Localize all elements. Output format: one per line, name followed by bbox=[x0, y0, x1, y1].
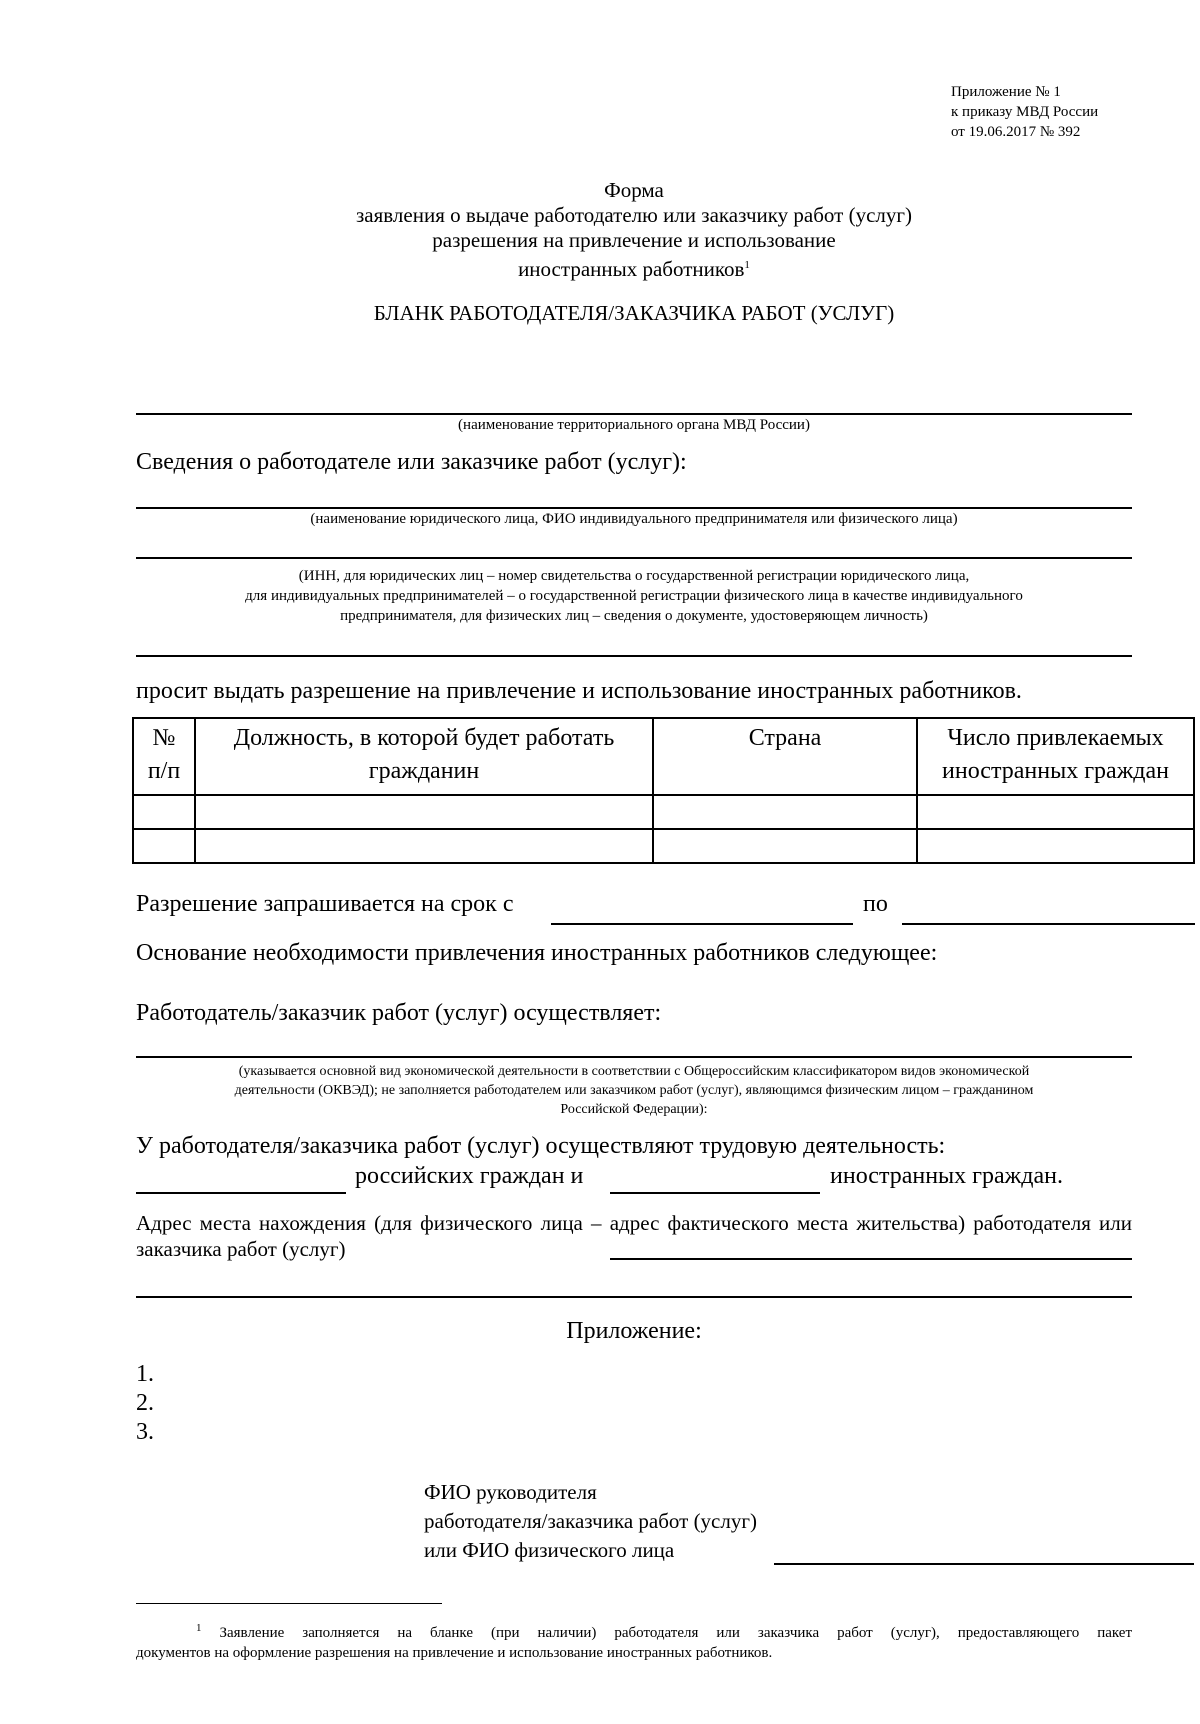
form-title-line: разрешения на привлечение и использование bbox=[432, 228, 836, 252]
footnote-line-first bbox=[136, 1618, 1132, 1643]
period-from-field[interactable] bbox=[551, 923, 853, 925]
okved-caption-line: (указывается основной вид экономической деятельности в соответствии с Общероссийским классификатором видов экономической bbox=[238, 1064, 1030, 1079]
okved-caption bbox=[136, 1062, 1132, 1119]
table-header-row bbox=[133, 718, 1194, 795]
table-header-number bbox=[133, 718, 195, 795]
employer-name-caption: (наименование юридического лица, ФИО индивидуального предпринимателя или физического лица) bbox=[310, 511, 958, 527]
form-title-line: Форма bbox=[604, 178, 664, 202]
form-title-line: заявления о выдаче работодателю или заказчику работ (услуг) bbox=[356, 203, 912, 227]
inn-caption-line: предпринимателя, для физических лиц – сведения о документе, удостоверяющем личность) bbox=[340, 608, 928, 624]
signature-line: работодателя/заказчика работ (услуг) bbox=[424, 1509, 757, 1533]
address-text bbox=[136, 1210, 1132, 1262]
appendix-list bbox=[136, 1360, 154, 1447]
table-cell[interactable] bbox=[917, 829, 1194, 863]
period-from-label: Разрешение запрашивается на срок с bbox=[136, 891, 514, 917]
list-item: 3. bbox=[136, 1419, 154, 1445]
okved-caption-line: деятельности (ОКВЭД); не заполняется работодателем или заказчиком работ (услуг), являющимся физическим лицом – гражданином bbox=[234, 1083, 1034, 1098]
footnote-line: Заявление заполняется на бланке (при наличии) работодателя или заказчика работ (услуг), предоставляющего пакет bbox=[219, 1625, 1133, 1641]
table-cell[interactable] bbox=[653, 795, 917, 829]
address-text-line: заказчика работ (услуг) bbox=[136, 1237, 346, 1261]
footnote-mark: 1 bbox=[196, 1622, 202, 1634]
mvd-field-line[interactable] bbox=[136, 413, 1132, 415]
okved-field-line[interactable] bbox=[136, 1056, 1132, 1058]
employer-heading: Сведения о работодателе или заказчике работ (услуг): bbox=[136, 449, 687, 475]
table-cell[interactable] bbox=[653, 829, 917, 863]
address-text-line: Адрес места нахождения (для физического лица – адрес фактического места жительства) работодателя или bbox=[136, 1211, 1132, 1235]
signature-line: ФИО руководителя bbox=[424, 1480, 597, 1504]
okved-caption-line: Российской Федерации): bbox=[560, 1102, 708, 1117]
letterhead: БЛАНК РАБОТОДАТЕЛЯ/ЗАКАЗЧИКА РАБОТ (УСЛУГ) bbox=[373, 301, 895, 325]
foreign-count-field[interactable] bbox=[610, 1192, 820, 1194]
header-line: Должность, в которой будет работать bbox=[233, 725, 615, 751]
footnote-separator bbox=[136, 1603, 442, 1604]
table-header-position bbox=[195, 718, 653, 795]
header-line: гражданин bbox=[368, 758, 480, 784]
list-item: 1. bbox=[136, 1361, 154, 1387]
table-row bbox=[133, 829, 1194, 863]
activity-text: Работодатель/заказчик работ (услуг) осуществляет: bbox=[136, 1000, 662, 1026]
table-cell[interactable] bbox=[133, 795, 195, 829]
address-extra-line[interactable] bbox=[136, 1296, 1132, 1298]
appendix-note bbox=[951, 82, 1098, 142]
inn-field-line[interactable] bbox=[136, 557, 1132, 559]
appendix-note-line: Приложение № 1 bbox=[951, 84, 1061, 100]
table-header-count bbox=[917, 718, 1194, 795]
table-row bbox=[133, 795, 1194, 829]
header-line: Страна bbox=[748, 725, 822, 751]
request-text: просит выдать разрешение на привлечение и использование иностранных работников. bbox=[136, 678, 1022, 704]
table-cell[interactable] bbox=[133, 829, 195, 863]
header-line: п/п bbox=[147, 758, 181, 784]
inn-caption-line: для индивидуальных предпринимателей – о государственной регистрации физического лица в качестве индивидуального bbox=[245, 588, 1023, 604]
form-title-line-last bbox=[0, 253, 1200, 282]
period-to-label: по bbox=[863, 891, 888, 917]
table-cell[interactable] bbox=[195, 795, 653, 829]
table-cell[interactable] bbox=[917, 795, 1194, 829]
appendix-heading: Приложение: bbox=[566, 1318, 702, 1344]
mvd-caption: (наименование территориального органа МВД России) bbox=[458, 417, 810, 433]
footnote-line: документов на оформление разрешения на привлечение и использование иностранных работников. bbox=[136, 1645, 773, 1661]
list-item: 2. bbox=[136, 1390, 154, 1416]
russian-count-field[interactable] bbox=[136, 1192, 346, 1194]
signature-field-line[interactable] bbox=[774, 1563, 1194, 1565]
period-to-field[interactable] bbox=[902, 923, 1195, 925]
inn-caption-line: (ИНН, для юридических лиц – номер свидетельства о государственной регистрации юридического лица, bbox=[298, 568, 970, 584]
workers-table bbox=[132, 717, 1195, 864]
foreign-citizens-label: иностранных граждан. bbox=[830, 1163, 1063, 1189]
form-title bbox=[0, 178, 1200, 282]
address-field-line[interactable] bbox=[610, 1258, 1132, 1260]
signature-block bbox=[424, 1478, 757, 1565]
header-line: № bbox=[152, 725, 176, 751]
russian-citizens-label: российских граждан и bbox=[355, 1163, 584, 1189]
footnote bbox=[136, 1618, 1132, 1663]
header-line: Число привлекаемых bbox=[947, 725, 1164, 751]
inn-extra-line[interactable] bbox=[136, 655, 1132, 657]
employer-name-line[interactable] bbox=[136, 507, 1132, 509]
appendix-note-line: к приказу МВД России bbox=[951, 104, 1099, 120]
form-title-line: иностранных работников bbox=[518, 257, 745, 281]
appendix-note-line: от 19.06.2017 № 392 bbox=[951, 124, 1081, 140]
signature-line: или ФИО физического лица bbox=[424, 1538, 675, 1562]
footnote-mark: 1 bbox=[744, 259, 750, 271]
header-line: иностранных граждан bbox=[942, 758, 1169, 784]
table-header-country bbox=[653, 718, 917, 795]
basis-text: Основание необходимости привлечения иностранных работников следующее: bbox=[136, 940, 938, 966]
inn-caption bbox=[136, 566, 1132, 626]
table-cell[interactable] bbox=[195, 829, 653, 863]
labor-text: У работодателя/заказчика работ (услуг) осуществляют трудовую деятельность: bbox=[136, 1133, 946, 1159]
